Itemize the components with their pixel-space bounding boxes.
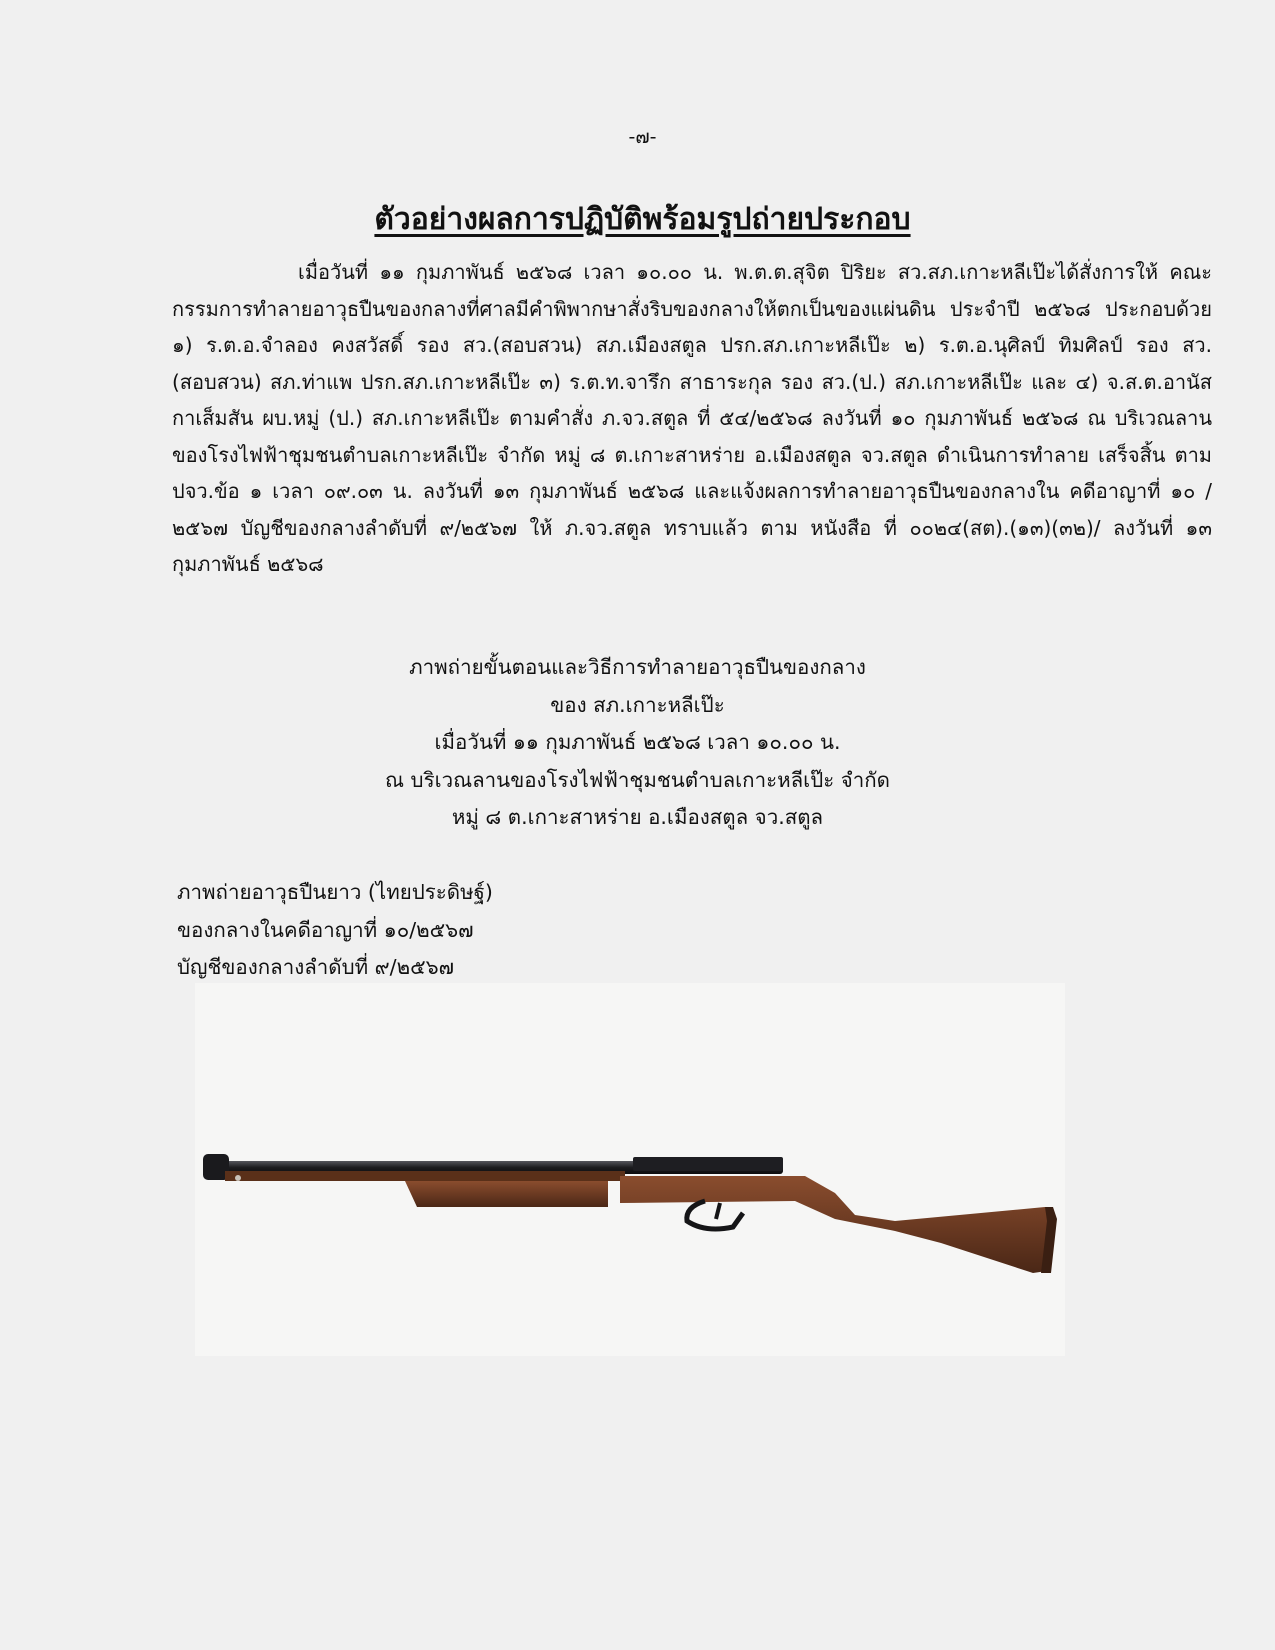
caption-line: หมู่ ๘ ต.เกาะสาหร่าย อ.เมืองสตูล จว.สตูล (451, 805, 824, 829)
body-paragraph (172, 254, 1212, 583)
caption-line: เมื่อวันที่ ๑๑ กุมภาพันธ์ ๒๕๖๘ เวลา ๑๐.๐๐ น. (434, 730, 841, 754)
body-paragraph-text: เมื่อวันที่ ๑๑ กุมภาพันธ์ ๒๕๖๘ เวลา ๑๐.๐๐ น. พ.ต.ต.สุจิต ปิริยะ สว.สภ.เกาะหลีเป๊ะได้สั่งการให้ คณะกรรมการทำลายอาวุธปืนของกลางที่ศาลมีคำพิพากษาสั่งริบของกลางให้ตกเป็นของแผ่นดิน ประจำปี ๒๕๖๘ ประกอบด้วย ๑) ร.ต.อ.จำลอง คงสวัสดิ์ รอง สว.(สอบสวน) สภ.เมืองสตูล ปรก.สภ.เกาะหลีเป๊ะ ๒) ร.ต.อ.นุศิลป์ ทิมศิลป์ รอง สว.(สอบสวน) สภ.ท่าแพ ปรก.สภ.เกาะหลีเป๊ะ ๓) ร.ต.ท.จารึก สาธาระกุล รอง สว.(ป.) สภ.เกาะหลีเป๊ะ และ ๔) จ.ส.ต.อานัส กาเส็มสัน ผบ.หมู่ (ป.) สภ.เกาะหลีเป๊ะ ตามคำสั่ง ภ.จว.สตูล ที่ ๕๔/๒๕๖๘ ลงวันที่ ๑๐ กุมภาพันธ์ ๒๕๖๘ ณ บริเวณลานของโรงไฟฟ้าชุมชนตำบลเกาะหลีเป๊ะ จำกัด หมู่ ๘ ต.เกาะสาหร่าย อ.เมืองสตูล จว.สตูล ดำเนินการทำลาย เสร็จสิ้น ตาม ปจว.ข้อ ๑ เวลา ๐๙.๐๓ น. ลงวันที่ ๑๓ กุมภาพันธ์ ๒๕๖๘ และแจ้งผลการทำลายอาวุธปืนของกลางใน คดีอาญาที่ ๑๐ /๒๕๖๗ บัญชีของกลางลำดับที่ ๙/๒๕๖๗ ให้ ภ.จว.สตูล ทราบแล้ว ตาม หนังสือ ที่ ๐๐๒๔(สต).(๑๓)(๓๒)/ ลงวันที่ ๑๓ กุมภาพันธ์ ๒๕๖๘ (172, 260, 1213, 576)
photo-caption (177, 874, 493, 987)
rifle-illustration (195, 983, 1065, 1356)
page-number: -๗- (628, 126, 657, 148)
pin-shape (235, 1175, 241, 1181)
under-barrel-wood-shape (225, 1171, 625, 1181)
caption-line: ภาพถ่ายขั้นตอนและวิธีการทำลายอาวุธปืนของกลาง (409, 655, 866, 679)
photo-caption-line: บัญชีของกลางลำดับที่ ๙/๒๕๖๗ (177, 955, 455, 979)
fore-end-shape (405, 1181, 608, 1207)
photo-section-heading (0, 649, 1275, 837)
photo-caption-line: ภาพถ่ายอาวุธปืนยาว (ไทยประดิษฐ์) (177, 880, 493, 904)
rifle-photo (195, 983, 1065, 1356)
receiver-shape (633, 1157, 783, 1171)
caption-line: ณ บริเวณลานของโรงไฟฟ้าชุมชนตำบลเกาะหลีเป๊ะ จำกัด (385, 767, 890, 792)
caption-line: ของ สภ.เกาะหลีเป๊ะ (550, 692, 725, 717)
document-title: ตัวอย่างผลการปฏิบัติพร้อมรูปถ่ายประกอบ (374, 202, 911, 237)
photo-caption-line: ของกลางในคดีอาญาที่ ๑๐/๒๕๖๗ (177, 917, 474, 942)
